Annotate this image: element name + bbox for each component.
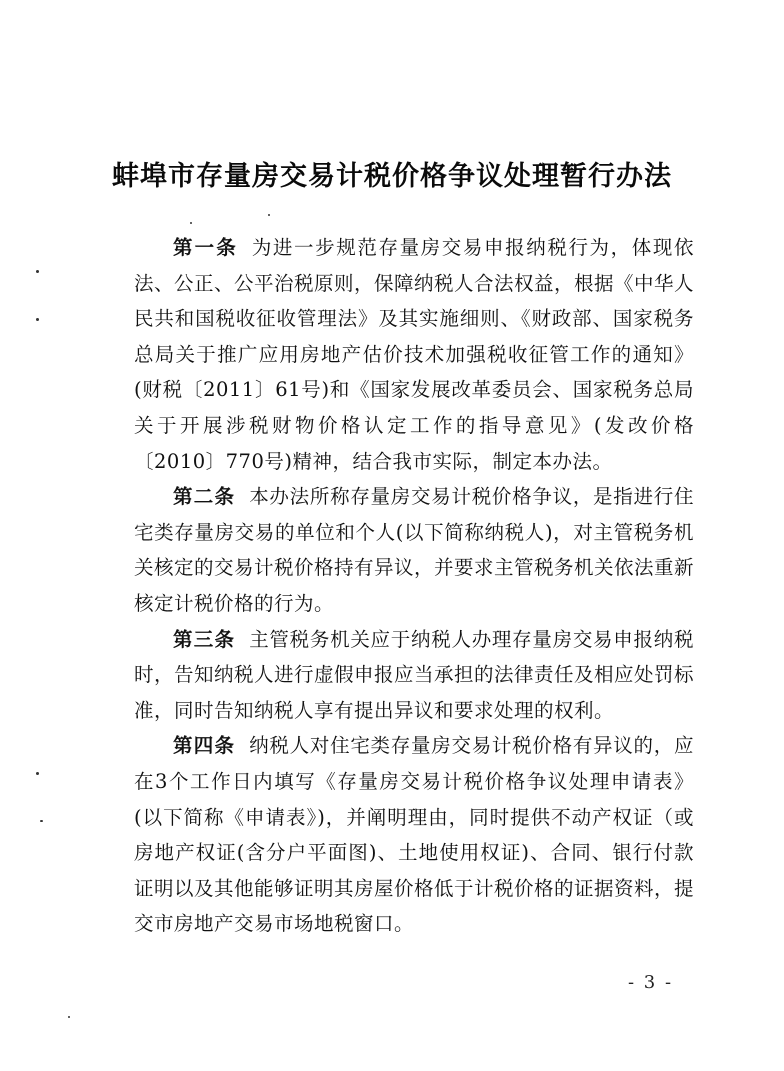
scan-speck xyxy=(190,222,192,224)
article-4-label: 第四条 xyxy=(173,734,236,758)
article-4-text: 纳税人对住宅类存量房交易计税价格有异议的，应在3个工作日内填写《存量房交易计税价格争议处理申请表》(以下简称《申请表》)，并阐明理由，同时提供不动产权证（或房地产权证(含分户平面图)、土地使用权证)、合同、银行付款证明以及其他能够证明其房屋价格低于计税价格的证据资料，提交市房地产交易市场地税窗口。 xyxy=(134,734,695,936)
scan-speck xyxy=(36,772,39,775)
article-1-text: 为进一步规范存量房交易申报纳税行为，体现依法、公正、公平治税原则，保障纳税人合法权益，根据《中华人民共和国税收征收管理法》及其实施细则、《财政部、国家税务总局关于推广应用房地产估价技术加强税收征管工作的通知》(财税〔2011〕61号)和《国家发展改革委员会、国家税务总局关于开展涉税财物价格认定工作的指导意见》(发改价格〔2010〕770号)精神，结合我市实际，制定本办法。 xyxy=(134,236,695,473)
document-title: 蚌埠市存量房交易计税价格争议处理暂行办法 xyxy=(112,161,672,192)
scan-speck xyxy=(36,270,39,273)
scan-speck xyxy=(68,1016,70,1018)
document-body xyxy=(134,230,694,942)
scan-speck xyxy=(36,318,39,321)
article-1-label: 第一条 xyxy=(173,236,238,259)
article-3-text: 主管税务机关应于纳税人办理存量房交易申报纳税时，告知纳税人进行虚假申报应当承担的法律责任及相应处罚标准，同时告知纳税人享有提出异议和要求处理的权利。 xyxy=(134,627,695,722)
article-3 xyxy=(134,622,694,729)
article-2 xyxy=(134,479,694,621)
article-2-label: 第二条 xyxy=(173,485,236,509)
article-4 xyxy=(134,728,694,942)
scan-speck xyxy=(268,214,270,216)
scan-speck xyxy=(40,820,43,822)
article-1 xyxy=(134,230,694,479)
page-number: - 3 - xyxy=(628,972,674,993)
article-2-text: 本办法所称存量房交易计税价格争议，是指进行住宅类存量房交易的单位和个人(以下简称纳税人)，对主管税务机关核定的交易计税价格持有异议，并要求主管税务机关依法重新核定计税价格的行为。 xyxy=(134,485,695,615)
article-3-label: 第三条 xyxy=(173,627,236,651)
